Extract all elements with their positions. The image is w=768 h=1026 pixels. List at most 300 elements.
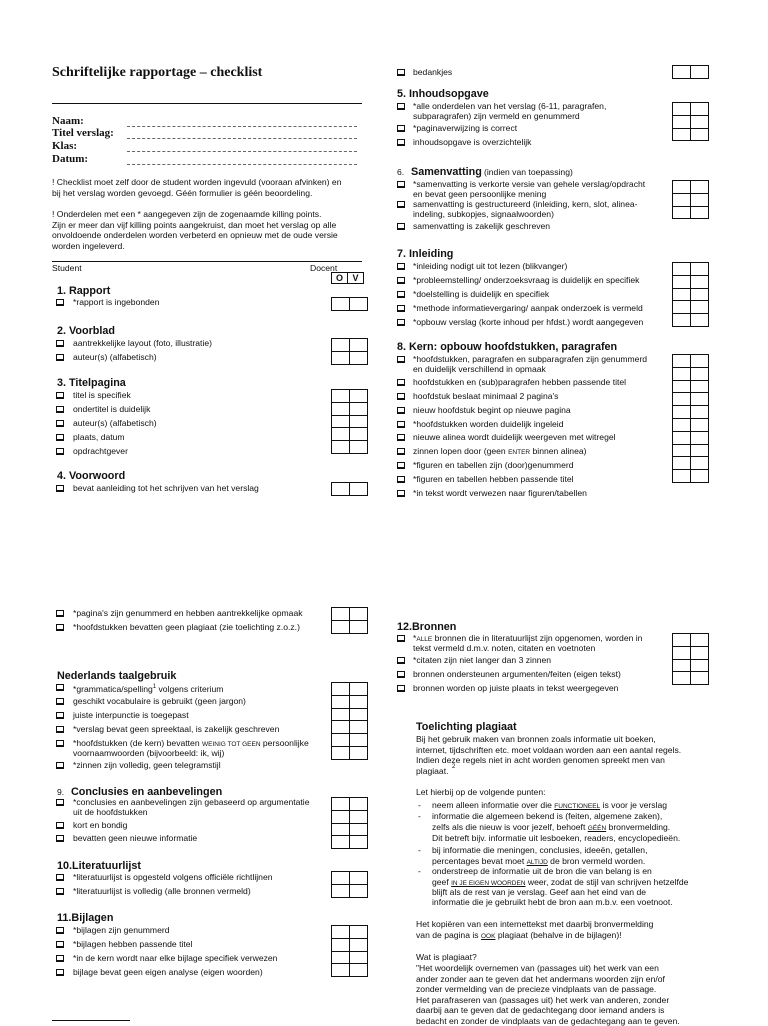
s12-item: bronnen worden op juiste plaats in tekst weergegeven — [413, 683, 618, 694]
s9-score-grid[interactable] — [331, 797, 368, 849]
score-o-cell[interactable] — [673, 444, 691, 457]
s3-checkbox[interactable] — [56, 392, 64, 399]
top-item: bedankjes — [413, 67, 452, 78]
bullet-line: onderstreep de informatie uit de bron die van belang is en — [432, 866, 652, 877]
s8-item: *figuren en tabellen zijn (door)genummerd — [413, 460, 574, 471]
score-v-cell[interactable] — [691, 355, 709, 368]
score-v-cell[interactable] — [350, 872, 368, 885]
score-o-cell[interactable] — [332, 620, 350, 633]
field-input-line[interactable] — [127, 151, 357, 152]
bullet-line: informatie die algemeen bekend is (feiten, algemene zaken), — [432, 811, 662, 822]
item-text: zinnen lopen door (geen — [413, 446, 508, 456]
line-text: is voor je verslag — [600, 800, 667, 810]
score-v-cell[interactable] — [691, 275, 709, 288]
s3-item: ondertitel is duidelijk — [73, 404, 150, 415]
score-v-cell[interactable] — [350, 695, 368, 708]
plagiarism-text: Het kopiëren van een internettekst met daarbij bronvermelding — [416, 919, 653, 930]
s3-score-grid[interactable] — [331, 389, 368, 454]
score-o-cell[interactable] — [673, 193, 691, 206]
ntg-title: Nederlands taalgebruik — [57, 670, 176, 682]
s8-item: nieuwe alinea wordt duidelijk weergeven met witregel — [413, 432, 616, 443]
ntg-item: *zinnen zijn volledig, geen telegramstijl — [73, 760, 221, 771]
score-o-cell[interactable] — [673, 634, 691, 647]
score-o-cell[interactable] — [673, 263, 691, 276]
column-header-student: Student — [52, 263, 82, 274]
s11-item: bijlage bevat geen eigen analyse (eigen woorden) — [73, 967, 263, 978]
score-v-cell[interactable] — [350, 926, 368, 939]
score-o-cell[interactable] — [673, 380, 691, 393]
title-rule — [52, 103, 362, 104]
s7-item: *probleemstelling/ onderzoeksvraag is duidelijk en specifiek — [413, 275, 639, 286]
score-o-cell[interactable] — [332, 938, 350, 951]
score-v-cell[interactable] — [350, 708, 368, 721]
score-v-cell[interactable] — [691, 393, 709, 406]
score-o-cell[interactable] — [332, 823, 350, 836]
s8-title: 8. Kern: opbouw hoofdstukken, paragrafen — [397, 341, 617, 353]
s5-title: 5. Inhoudsopgave — [397, 88, 489, 100]
s12-title: 12.Bronnen — [397, 621, 456, 633]
top-checkbox[interactable] — [397, 69, 405, 76]
cont-score-grid[interactable] — [331, 607, 368, 634]
score-o-cell[interactable] — [673, 206, 691, 219]
score-o-cell[interactable] — [673, 181, 691, 194]
s6-checkbox[interactable] — [397, 181, 405, 188]
bullet-marker: - — [418, 811, 421, 822]
s8-checkbox[interactable] — [397, 462, 405, 469]
s8-item: *hoofdstukken worden duidelijk ingeleid — [413, 419, 564, 430]
footnote-ref: 1 — [153, 684, 156, 690]
ntg-item: *verslag bevat geen spreektaal, is zakelijk geschreven — [73, 724, 279, 735]
field-label: Klas: — [52, 140, 77, 152]
s7-checkbox[interactable] — [397, 319, 405, 326]
plagiarism-title: Toelichting plagiaat — [416, 721, 517, 733]
s8-score-grid[interactable] — [672, 354, 709, 483]
score-o-cell[interactable] — [332, 695, 350, 708]
s6-item: samenvatting is gestructureerd (inleiding, kern, slot, alinea- — [413, 199, 638, 210]
plagiarism-quote: Het parafraseren van (passages uit) het werk van anderen, zonder — [416, 995, 669, 1006]
s8-item — [413, 446, 587, 459]
s8-item: *figuren en tabellen hebben passende titel — [413, 474, 574, 485]
s11-score-grid[interactable] — [331, 925, 368, 977]
score-o-cell[interactable] — [673, 314, 691, 327]
s7-title: 7. Inleiding — [397, 248, 453, 260]
s1-score-grid[interactable] — [331, 297, 368, 311]
top-score-grid[interactable] — [672, 65, 709, 79]
s3-item: opdrachtgever — [73, 446, 128, 457]
score-v-cell[interactable] — [691, 193, 709, 206]
score-v-cell[interactable] — [350, 483, 368, 496]
s12-checkbox[interactable] — [397, 671, 405, 678]
score-o-cell[interactable] — [332, 339, 350, 352]
item-text: binnen alinea) — [530, 446, 586, 456]
score-v-cell[interactable] — [691, 418, 709, 431]
s1-checkbox[interactable] — [56, 299, 64, 306]
score-v-cell[interactable] — [691, 301, 709, 314]
score-o-cell[interactable] — [332, 708, 350, 721]
field-label: Titel verslag: — [52, 127, 114, 139]
s3-item: titel is specifiek — [73, 390, 131, 401]
ntg-score-grid[interactable] — [331, 682, 368, 760]
score-o-cell[interactable] — [332, 746, 350, 759]
plagiarism-text: internet, tijdschriften etc. moet voldaan worden aan een aantal regels. — [416, 745, 681, 756]
line-text: zelfs als die nieuw is voor jezelf, behoeft — [432, 822, 588, 832]
score-v-cell[interactable] — [691, 206, 709, 219]
footnote-ref: 2 — [452, 764, 455, 770]
s9-number: 9. — [57, 787, 64, 798]
s9-checkbox[interactable] — [56, 835, 64, 842]
s9-checkbox[interactable] — [56, 822, 64, 829]
item-text: * — [413, 633, 416, 643]
s7-checkbox[interactable] — [397, 263, 405, 270]
score-o-cell[interactable] — [673, 288, 691, 301]
score-v-cell[interactable] — [350, 938, 368, 951]
plagiarism-text: Let hierbij op de volgende punten: — [416, 787, 546, 798]
cont-checkbox[interactable] — [56, 610, 64, 617]
page-title: Schriftelijke rapportage – checklist — [52, 65, 262, 81]
ntg-item — [73, 682, 223, 694]
s5-score-grid[interactable] — [672, 102, 709, 141]
score-o-cell[interactable] — [673, 66, 691, 79]
s5-checkbox[interactable] — [397, 103, 405, 110]
s7-checkbox[interactable] — [397, 305, 405, 312]
score-v-cell[interactable] — [691, 457, 709, 470]
s6-checkbox[interactable] — [397, 223, 405, 230]
score-o-cell[interactable] — [673, 367, 691, 380]
score-v-cell[interactable] — [350, 823, 368, 836]
s7-item: *doelstelling is duidelijk en specifiek — [413, 289, 549, 300]
plagiarism-text: Indien deze regels niet in acht worden genomen spreekt men van — [416, 755, 665, 766]
s3-checkbox[interactable] — [56, 448, 64, 455]
score-o-cell[interactable] — [332, 683, 350, 696]
item-text: persoonlijke — [261, 738, 309, 748]
score-o-cell[interactable] — [332, 836, 350, 849]
s12-score-grid[interactable] — [672, 633, 709, 685]
intro-rule — [52, 261, 362, 262]
s8-checkbox[interactable] — [397, 379, 405, 386]
score-o-cell[interactable] — [332, 351, 350, 364]
score-o-cell[interactable] — [332, 428, 350, 441]
s2-item: auteur(s) (alfabetisch) — [73, 352, 157, 363]
column-header-docent: Docent — [310, 263, 337, 274]
item-text: *grammatica/spelling — [73, 684, 153, 694]
s2-checkbox[interactable] — [56, 354, 64, 361]
s3-checkbox[interactable] — [56, 406, 64, 413]
plagiarism-text: plagiaat. — [416, 766, 449, 777]
score-v-cell[interactable] — [691, 646, 709, 659]
s5-item: subparagrafen) zijn vermeld en genummerd — [413, 111, 580, 122]
score-o-cell[interactable] — [673, 393, 691, 406]
score-v-cell[interactable] — [350, 810, 368, 823]
ntg-checkbox[interactable] — [56, 698, 64, 705]
s3-title: 3. Titelpagina — [57, 377, 126, 389]
score-v-cell[interactable] — [350, 390, 368, 403]
score-o-cell[interactable] — [332, 390, 350, 403]
field-label: Datum: — [52, 153, 88, 165]
line-text: de bron vermeld worden. — [548, 856, 645, 866]
plagiarism-quote: ander zonder aan te geven dat het andermans woorden zijn en/of — [416, 974, 665, 985]
score-v-cell[interactable] — [350, 339, 368, 352]
score-v-cell[interactable] — [350, 798, 368, 811]
s8-item: hoofdstuk beslaat minimaal 2 pagina's — [413, 391, 558, 402]
score-o-cell[interactable] — [673, 659, 691, 672]
s3-checkbox[interactable] — [56, 420, 64, 427]
s4-title: 4. Voorwoord — [57, 470, 125, 482]
score-o-cell[interactable] — [673, 672, 691, 685]
intro-text: bij het verslag worden gevoegd. Géén formulier is géén beoordeling. — [52, 188, 312, 199]
score-o-cell[interactable] — [332, 721, 350, 734]
s7-checkbox[interactable] — [397, 277, 405, 284]
s12-checkbox[interactable] — [397, 657, 405, 664]
field-input-line[interactable] — [127, 138, 357, 139]
score-v-cell[interactable] — [691, 128, 709, 141]
score-v-cell[interactable] — [691, 406, 709, 419]
score-o-cell[interactable] — [332, 483, 350, 496]
s1-item: *rapport is ingebonden — [73, 297, 159, 308]
score-v-cell[interactable] — [691, 380, 709, 393]
s8-item: en duidelijk verschillend in opmaak — [413, 364, 546, 375]
score-v-cell[interactable] — [350, 608, 368, 621]
s2-score-grid[interactable] — [331, 338, 368, 365]
score-o-cell[interactable] — [673, 301, 691, 314]
bullet-marker: - — [418, 800, 421, 811]
score-v-cell[interactable] — [691, 103, 709, 116]
s10-title: 10.Literatuurlijst — [57, 860, 141, 872]
cont-item: *pagina's zijn genummerd en hebben aantrekkelijke opmaak — [73, 608, 303, 619]
s10-checkbox[interactable] — [56, 888, 64, 895]
emphasis-word: FUNCTIONEEL — [554, 803, 600, 810]
ntg-item: juiste interpunctie is toegepast — [73, 710, 189, 721]
score-v-cell[interactable] — [691, 634, 709, 647]
score-o-cell[interactable] — [673, 431, 691, 444]
s8-checkbox[interactable] — [397, 356, 405, 363]
s8-checkbox[interactable] — [397, 393, 405, 400]
plagiarism-text — [416, 930, 622, 943]
s5-item: inhoudsopgave is overzichtelijk — [413, 137, 531, 148]
score-o-cell[interactable] — [673, 115, 691, 128]
intro-text: Zijn er meer dan vijf killing points aangekruist, dan moet het verslag op alle — [52, 220, 336, 231]
ntg-checkbox[interactable] — [56, 726, 64, 733]
score-v-cell[interactable] — [691, 470, 709, 483]
score-v-cell[interactable] — [691, 672, 709, 685]
s8-checkbox[interactable] — [397, 407, 405, 414]
score-v-cell[interactable] — [350, 964, 368, 977]
s9-checkbox[interactable] — [56, 799, 64, 806]
s12-item: *citaten zijn niet langer dan 3 zinnen — [413, 655, 551, 666]
s8-checkbox[interactable] — [397, 421, 405, 428]
s4-checkbox[interactable] — [56, 485, 64, 492]
score-o-cell[interactable] — [332, 926, 350, 939]
score-v-cell[interactable] — [691, 431, 709, 444]
score-v-cell[interactable] — [350, 836, 368, 849]
score-v-cell[interactable] — [691, 115, 709, 128]
score-v-cell[interactable] — [350, 683, 368, 696]
s4-score-grid[interactable] — [331, 482, 368, 496]
s12-checkbox[interactable] — [397, 635, 405, 642]
s11-item: *bijlagen zijn genummerd — [73, 925, 170, 936]
item-text: volgens criterium — [156, 684, 223, 694]
s7-item: *methode informatievergaring/ aanpak onderzoek is vermeld — [413, 303, 643, 314]
score-o-cell[interactable] — [332, 608, 350, 621]
score-o-cell[interactable] — [673, 406, 691, 419]
score-v-cell[interactable] — [350, 428, 368, 441]
s8-checkbox[interactable] — [397, 490, 405, 497]
s11-item: *in de kern wordt naar elke bijlage specifiek verwezen — [73, 953, 277, 964]
s10-checkbox[interactable] — [56, 874, 64, 881]
score-o-cell[interactable] — [332, 884, 350, 897]
item-text: bronnen die in literatuurlijst zijn opgenomen, worden in — [432, 633, 642, 643]
score-o-cell[interactable] — [673, 103, 691, 116]
intro-text: onvoldoende onderdelen worden verbeterd en opnieuw met de oude versie — [52, 230, 338, 241]
field-input-line[interactable] — [127, 126, 357, 127]
s6-subtitle: (indien van toepassing) — [484, 167, 573, 178]
s2-checkbox[interactable] — [56, 340, 64, 347]
score-v-cell[interactable] — [350, 721, 368, 734]
s1-title: 1. Rapport — [57, 285, 110, 297]
score-o-cell[interactable] — [332, 298, 350, 311]
score-v-cell[interactable] — [350, 951, 368, 964]
score-v-cell[interactable] — [691, 263, 709, 276]
score-v-cell[interactable] — [350, 298, 368, 311]
score-o-cell[interactable] — [332, 810, 350, 823]
s8-item: *in tekst wordt verwezen naar figuren/tabellen — [413, 488, 587, 499]
score-o-cell[interactable] — [673, 470, 691, 483]
bullet-line: blijft als de rest van je verslag. Geef aan het eind van de — [432, 887, 646, 898]
score-v-cell[interactable] — [350, 620, 368, 633]
ntg-checkbox[interactable] — [56, 762, 64, 769]
plagiarism-quote: bedacht en zonder de vindplaats van de gedachtegang aan te geven. — [416, 1016, 680, 1026]
ntg-item: geschikt vocabulaire is gebruikt (geen jargon) — [73, 696, 246, 707]
s9-item: bevatten geen nieuwe informatie — [73, 833, 197, 844]
s11-checkbox[interactable] — [56, 969, 64, 976]
score-v-cell[interactable] — [350, 402, 368, 415]
ntg-item: voornaamwoorden (bijvoorbeeld: ik, wij) — [73, 748, 224, 759]
s10-score-grid[interactable] — [331, 871, 368, 898]
s3-item: plaats, datum — [73, 432, 125, 443]
s3-checkbox[interactable] — [56, 434, 64, 441]
score-o-cell[interactable] — [673, 355, 691, 368]
s2-item: aantrekkelijke layout (foto, illustratie) — [73, 338, 212, 349]
s11-checkbox[interactable] — [56, 941, 64, 948]
s11-item: *bijlagen hebben passende titel — [73, 939, 192, 950]
s6-score-grid[interactable] — [672, 180, 709, 219]
ntg-checkbox[interactable] — [56, 712, 64, 719]
s5-checkbox[interactable] — [397, 139, 405, 146]
s8-item: nieuw hoofdstuk begint op nieuwe pagina — [413, 405, 571, 416]
score-v-cell[interactable] — [691, 367, 709, 380]
field-label: Naam: — [52, 115, 84, 127]
plagiarism-quote: "Het woordelijk overnemen van (passages uit) het werk van een — [416, 963, 659, 974]
score-o-cell[interactable] — [673, 418, 691, 431]
s11-title: 11.Bijlagen — [57, 912, 113, 924]
small-caps-word: WEINIG TOT GEEN — [202, 741, 261, 748]
score-v-cell[interactable] — [691, 659, 709, 672]
line-text: plagiaat (behalve in de bijlagen)! — [495, 930, 621, 940]
plagiarism-quote: zonder vermelding van de precieze vindplaats van de passage. — [416, 984, 656, 995]
s9-item: uit de hoofdstukken — [73, 807, 148, 818]
score-o-cell[interactable] — [673, 128, 691, 141]
s7-checkbox[interactable] — [397, 291, 405, 298]
score-o-cell[interactable] — [332, 872, 350, 885]
score-v-cell[interactable] — [691, 288, 709, 301]
s8-checkbox[interactable] — [397, 448, 405, 455]
line-text: geef — [432, 877, 451, 887]
s6-item: *samenvatting is verkorte versie van gehele verslag/opdracht — [413, 179, 645, 190]
score-o-cell[interactable] — [332, 734, 350, 747]
s3-item: auteur(s) (alfabetisch) — [73, 418, 157, 429]
plagiarism-quote: daarbij aan te geven dat de gedachtegang door iemand anders is — [416, 1005, 664, 1016]
score-v-cell[interactable] — [691, 66, 709, 79]
score-o-cell[interactable] — [673, 275, 691, 288]
score-v-cell[interactable] — [350, 746, 368, 759]
s4-item: bevat aanleiding tot het schrijven van het verslag — [73, 483, 259, 494]
emphasis-word: ALTIJD — [527, 859, 548, 866]
score-o-cell[interactable] — [332, 415, 350, 428]
score-o-cell[interactable] — [332, 441, 350, 454]
s9-item: kort en bondig — [73, 820, 127, 831]
score-o-cell[interactable] — [332, 951, 350, 964]
emphasis-word: IN JE EIGEN WOORDEN — [451, 880, 525, 887]
score-v-cell[interactable] — [691, 181, 709, 194]
s12-item: bronnen ondersteunen argumenten/feiten (eigen tekst) — [413, 669, 621, 680]
item-text: *hoofdstukken (de kern) bevatten — [73, 738, 202, 748]
cont-checkbox[interactable] — [56, 624, 64, 631]
s5-item: *alle onderdelen van het verslag (6-11, paragrafen, — [413, 101, 606, 112]
s11-checkbox[interactable] — [56, 927, 64, 934]
score-v-cell[interactable] — [691, 314, 709, 327]
s6-checkbox[interactable] — [397, 201, 405, 208]
s12-checkbox[interactable] — [397, 685, 405, 692]
score-v-cell[interactable] — [350, 415, 368, 428]
s5-checkbox[interactable] — [397, 125, 405, 132]
ntg-checkbox[interactable] — [56, 740, 64, 747]
ntg-checkbox[interactable] — [56, 684, 64, 691]
s8-checkbox[interactable] — [397, 434, 405, 441]
s5-item: *paginaverwijzing is correct — [413, 123, 517, 134]
s6-number: 6. — [397, 167, 404, 178]
s2-title: 2. Voorblad — [57, 325, 115, 337]
bullet-marker: - — [418, 866, 421, 877]
emphasis-word: OOK — [481, 933, 495, 940]
score-v-cell[interactable] — [350, 351, 368, 364]
s8-item: hoofdstukken en (sub)paragrafen hebben passende titel — [413, 377, 626, 388]
small-caps-word: ENTER — [508, 449, 530, 456]
s7-item: *opbouw verslag (korte inhoud per hfdst.) wordt aangegeven — [413, 317, 643, 328]
score-v-cell[interactable] — [350, 884, 368, 897]
intro-text: ! Checklist moet zelf door de student worden ingevuld (vooraan afvinken) en — [52, 177, 342, 188]
s6-item: en bevat geen persoonlijke mening — [413, 189, 546, 200]
footnote-rule — [52, 1020, 130, 1021]
line-text: van de pagina is — [416, 930, 481, 940]
score-v-cell[interactable] — [691, 444, 709, 457]
score-o-cell[interactable] — [332, 402, 350, 415]
score-o-cell[interactable] — [673, 646, 691, 659]
plagiarism-subtitle: Wat is plagiaat? — [416, 952, 477, 963]
score-v-cell[interactable] — [350, 734, 368, 747]
line-text: weer, zodat de stijl van schrijven hetzelfde — [526, 877, 689, 887]
line-text: neem alleen informatie over die — [432, 800, 554, 810]
field-input-line[interactable] — [127, 164, 357, 165]
s7-score-grid[interactable] — [672, 262, 709, 327]
s8-checkbox[interactable] — [397, 476, 405, 483]
score-o-cell[interactable] — [673, 457, 691, 470]
line-text: percentages bevat moet — [432, 856, 527, 866]
score-o-cell[interactable] — [332, 798, 350, 811]
score-v-cell[interactable] — [350, 441, 368, 454]
s6-item: samenvatting is zakelijk geschreven — [413, 221, 550, 232]
s10-item: *literatuurlijst is opgesteld volgens officiële richtlijnen — [73, 872, 273, 883]
s11-checkbox[interactable] — [56, 955, 64, 962]
score-o-cell[interactable] — [332, 964, 350, 977]
